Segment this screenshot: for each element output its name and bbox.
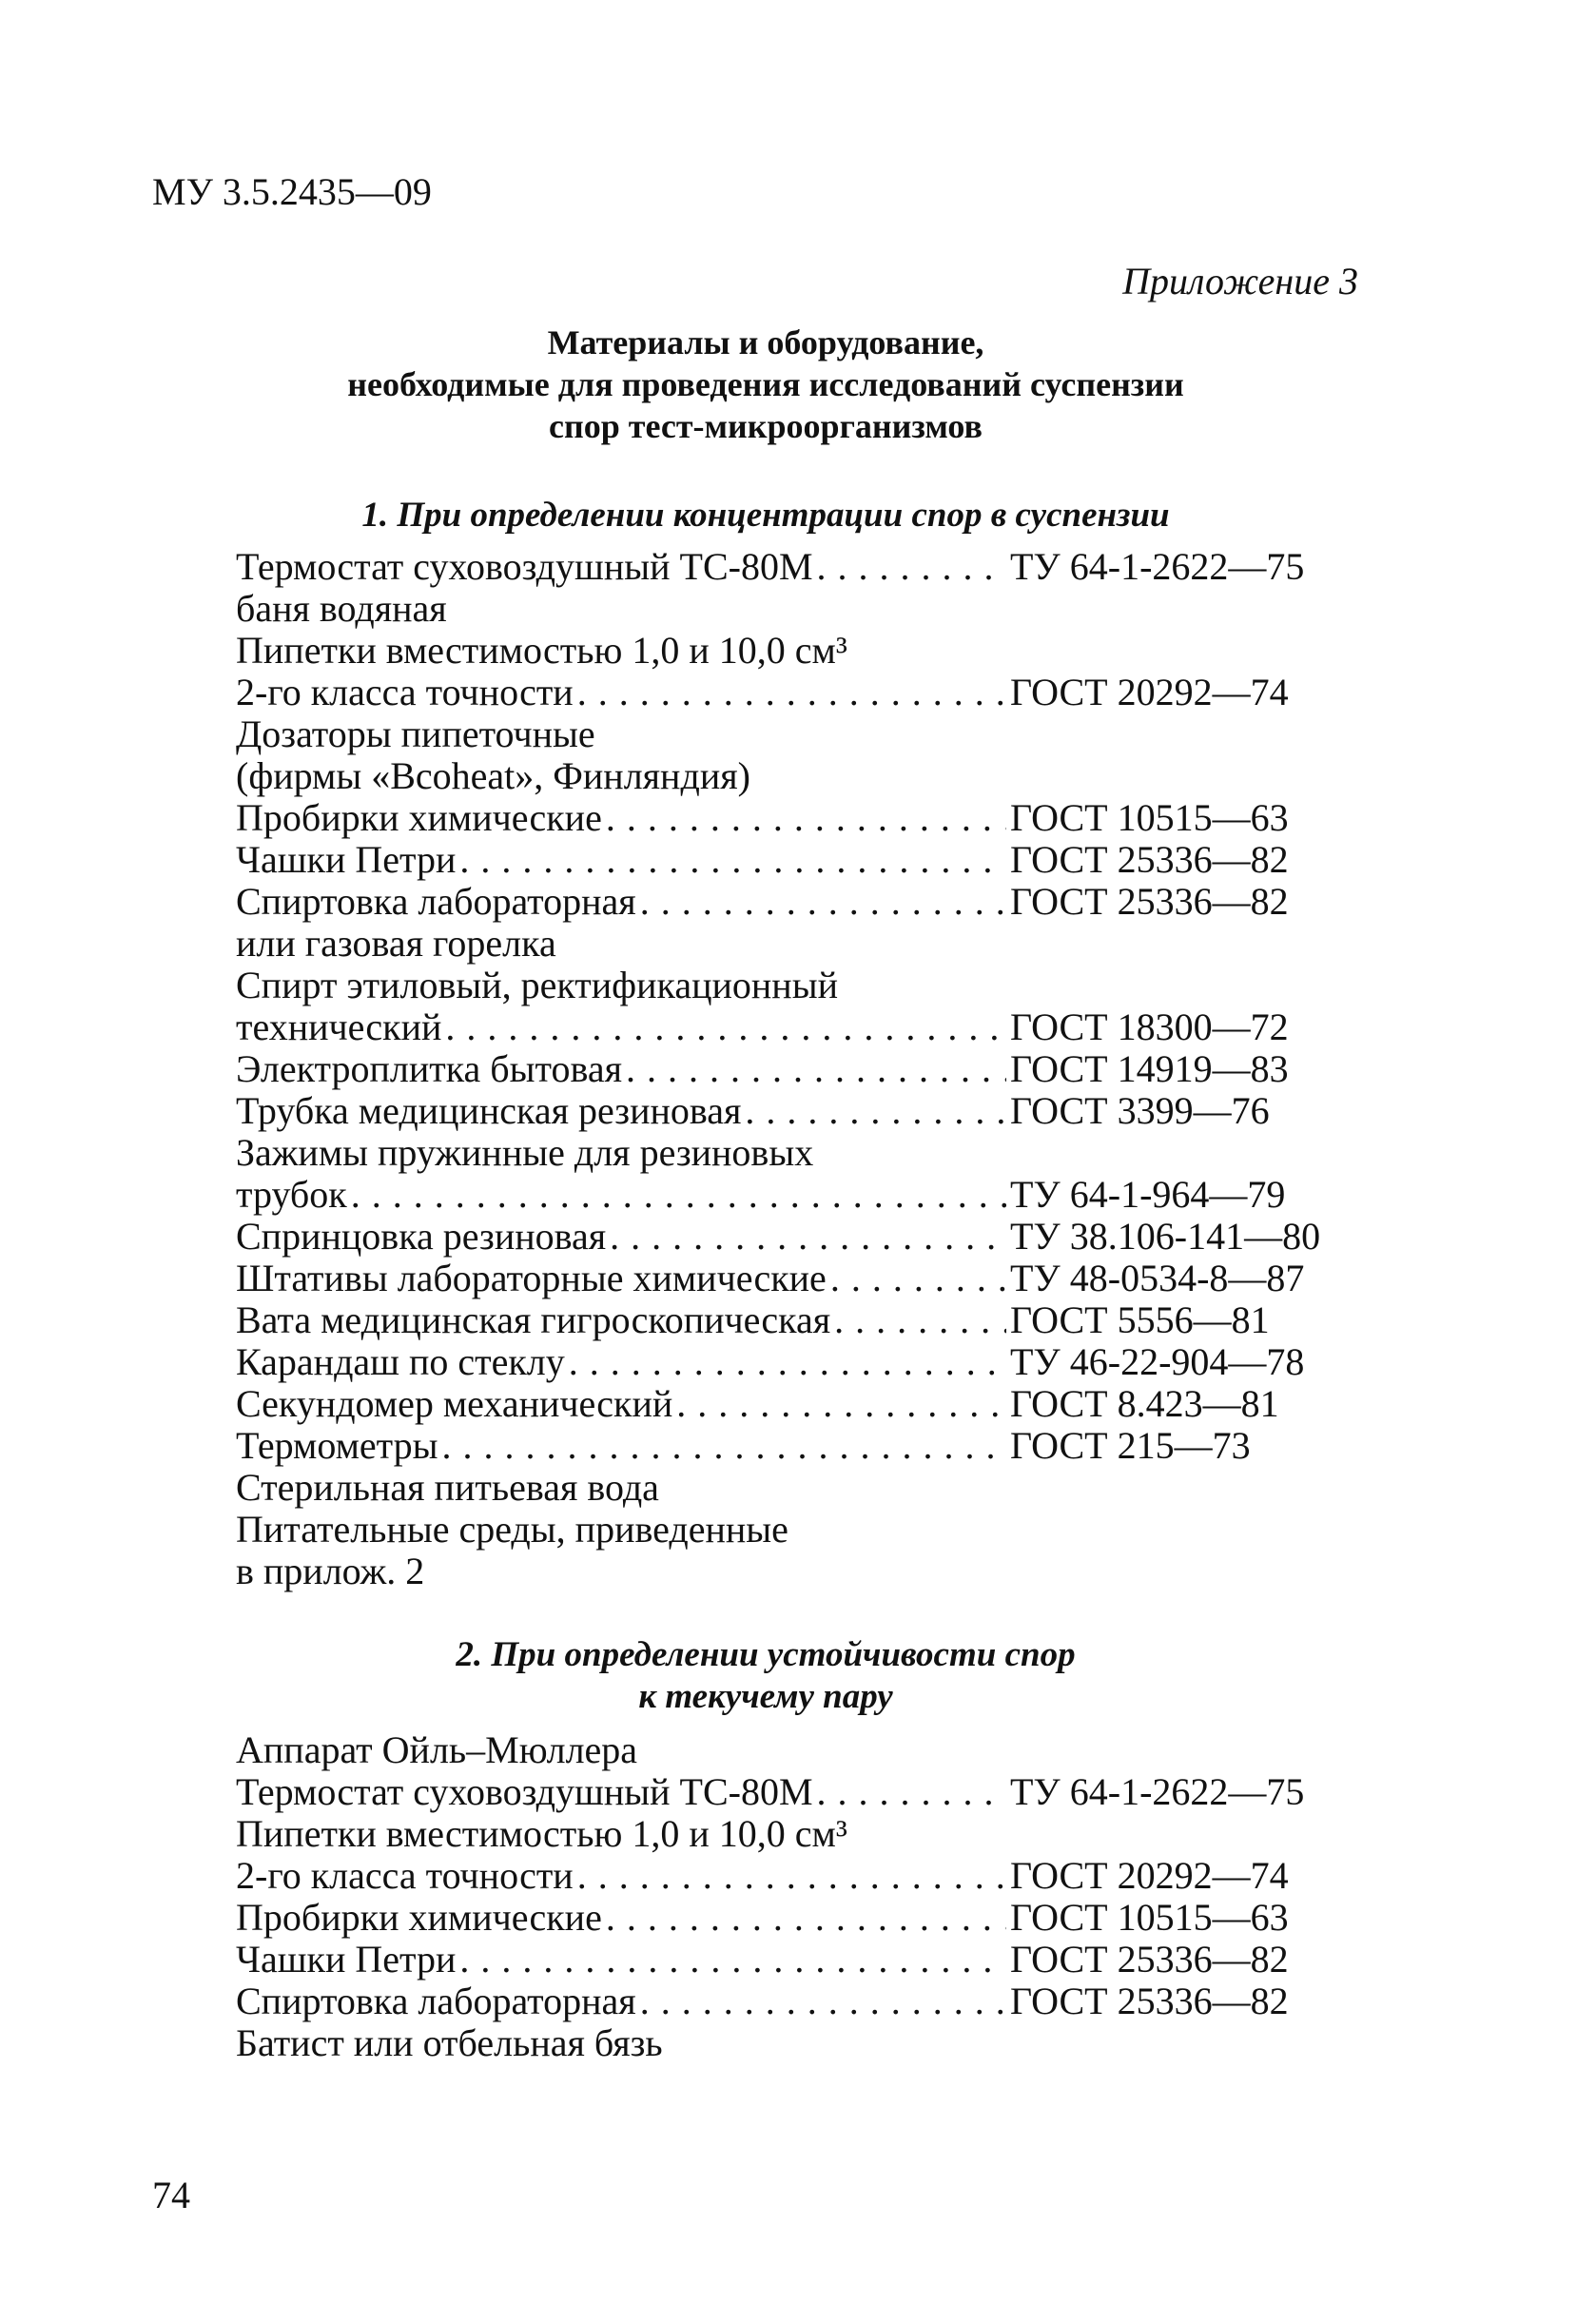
list-item — [236, 2022, 1339, 2064]
item-name: Термометры — [236, 1424, 438, 1467]
list-item — [236, 797, 1339, 839]
item-name: Карандаш по стеклу — [236, 1340, 565, 1383]
leader-dots — [610, 1216, 1006, 1258]
list-item — [236, 1258, 1339, 1299]
item-standard: ТУ 64-1-2622—75 — [1010, 1770, 1305, 1813]
item-name: Термостат суховоздушный ТС-80М — [236, 545, 813, 588]
list-item — [236, 881, 1339, 923]
list-item — [236, 1341, 1339, 1383]
leader-dots — [577, 1855, 1006, 1897]
item-name: 2-го класса точности — [236, 671, 574, 713]
list-item — [236, 1467, 1339, 1509]
leader-dots — [351, 1174, 1006, 1216]
section-2-heading-line: к текучему пару — [638, 1677, 893, 1716]
leader-dots — [442, 1425, 1006, 1467]
leader-dots — [445, 1006, 1006, 1048]
item-standard: ГОСТ 3399—76 — [1010, 1089, 1270, 1132]
item-name: Зажимы пружинные для резиновых — [236, 1131, 814, 1174]
item-name: Аппарат Ойль–Мюллера — [236, 1728, 638, 1771]
list-item — [236, 1551, 1339, 1592]
item-name: Пипетки вместимостью 1,0 и 10,0 см³ — [236, 629, 847, 672]
list-item — [236, 1383, 1339, 1425]
leader-dots — [830, 1258, 1006, 1299]
page-title — [0, 322, 1531, 447]
list-item — [236, 1939, 1339, 1981]
title-line: необходимые для проведения исследований суспензии — [347, 365, 1184, 403]
item-name: Спирт этиловый, ректификационный — [236, 964, 838, 1006]
item-name: Пробирки химические — [236, 796, 602, 839]
leader-dots — [459, 1939, 1006, 1981]
leader-dots — [606, 797, 1006, 839]
list-item — [236, 1729, 1339, 1771]
item-standard: ГОСТ 25336—82 — [1010, 838, 1289, 881]
item-standard: ГОСТ 25336—82 — [1010, 1938, 1289, 1981]
page-number: 74 — [152, 2174, 190, 2216]
item-name: Пипетки вместимостью 1,0 и 10,0 см³ — [236, 1812, 847, 1855]
item-name: Спринцовка резиновая — [236, 1215, 607, 1258]
list-item — [236, 630, 1339, 672]
title-line: спор тест-микроорганизмов — [549, 407, 983, 445]
item-standard: ТУ 46-22-904—78 — [1010, 1340, 1305, 1383]
item-name: трубок — [236, 1173, 347, 1216]
section-1-heading: 1. При определении концентрации спор в суспензии — [361, 496, 1170, 535]
item-standard: ТУ 64-1-964—79 — [1010, 1173, 1286, 1216]
item-name: Вата медицинская гигроскопическая — [236, 1298, 831, 1341]
item-name: Штативы лабораторные химические — [236, 1257, 827, 1299]
item-name: Спиртовка лабораторная — [236, 880, 636, 923]
item-name: Питательные среды, приведенные — [236, 1508, 788, 1551]
title-line: Материалы и оборудование, — [547, 323, 984, 361]
item-name: Чашки Петри — [236, 838, 457, 881]
item-name: Пробирки химические — [236, 1896, 602, 1939]
list-item — [236, 923, 1339, 965]
item-standard: ГОСТ 20292—74 — [1010, 1854, 1289, 1897]
item-standard: ГОСТ 18300—72 — [1010, 1005, 1289, 1048]
item-name: Стерильная питьевая вода — [236, 1466, 659, 1509]
list-item — [236, 1509, 1339, 1551]
item-standard: ГОСТ 20292—74 — [1010, 671, 1289, 713]
item-name: Батист или отбельная бязь — [236, 2021, 663, 2064]
leader-dots — [569, 1341, 1006, 1383]
leader-dots — [606, 1897, 1006, 1939]
item-standard: ГОСТ 10515—63 — [1010, 1896, 1289, 1939]
leader-dots — [834, 1299, 1006, 1341]
list-item — [236, 839, 1339, 881]
section-1-list — [236, 546, 1339, 1592]
item-name: Термостат суховоздушный ТС-80М — [236, 1770, 813, 1813]
list-item — [236, 1006, 1339, 1048]
item-name: (фирмы «Bcoheat», Финляндия) — [236, 754, 750, 797]
leader-dots — [626, 1048, 1006, 1090]
item-name: или газовая горелка — [236, 922, 556, 965]
document-code: МУ 3.5.2435—09 — [152, 170, 432, 213]
item-name: 2-го класса точности — [236, 1854, 574, 1897]
leader-dots — [577, 672, 1006, 713]
list-item — [236, 1132, 1339, 1174]
item-name: технический — [236, 1005, 442, 1048]
item-name: Трубка медицинская резиновая — [236, 1089, 742, 1132]
leader-dots — [817, 546, 1006, 588]
leader-dots — [817, 1771, 1006, 1813]
leader-dots — [640, 1981, 1006, 2022]
appendix-label: Приложение 3 — [1122, 260, 1358, 303]
list-item — [236, 1771, 1339, 1813]
list-item — [236, 965, 1339, 1006]
section-2-heading — [0, 1634, 1531, 1718]
item-standard: ГОСТ 25336—82 — [1010, 880, 1289, 923]
list-item — [236, 1299, 1339, 1341]
item-name: Секундомер механический — [236, 1382, 673, 1425]
list-item — [236, 1216, 1339, 1258]
list-item — [236, 1981, 1339, 2022]
list-item — [236, 755, 1339, 797]
section-2-list — [236, 1729, 1339, 2064]
list-item — [236, 1174, 1339, 1216]
item-standard: ГОСТ 25336—82 — [1010, 1980, 1289, 2022]
item-standard: ГОСТ 5556—81 — [1010, 1298, 1270, 1341]
item-name: в прилож. 2 — [236, 1550, 425, 1592]
list-item — [236, 588, 1339, 630]
list-item — [236, 1090, 1339, 1132]
list-item — [236, 672, 1339, 713]
item-standard: ГОСТ 10515—63 — [1010, 796, 1289, 839]
list-item — [236, 1425, 1339, 1467]
leader-dots — [640, 881, 1006, 923]
item-name: Спиртовка лабораторная — [236, 1980, 636, 2022]
leader-dots — [676, 1383, 1006, 1425]
list-item — [236, 546, 1339, 588]
leader-dots — [459, 839, 1006, 881]
item-standard: ТУ 48-0534-8—87 — [1010, 1257, 1305, 1299]
item-name: баня водяная — [236, 587, 447, 630]
list-item — [236, 1897, 1339, 1939]
leader-dots — [745, 1090, 1006, 1132]
item-standard: ТУ 38.106-141—80 — [1010, 1215, 1321, 1258]
section-2-heading-line: 2. При определении устойчивости спор — [456, 1635, 1076, 1674]
item-standard: ГОСТ 8.423—81 — [1010, 1382, 1279, 1425]
list-item — [236, 1855, 1339, 1897]
list-item — [236, 1813, 1339, 1855]
item-name: Дозаторы пипеточные — [236, 712, 595, 755]
item-standard: ТУ 64-1-2622—75 — [1010, 545, 1305, 588]
list-item — [236, 713, 1339, 755]
list-item — [236, 1048, 1339, 1090]
item-standard: ГОСТ 215—73 — [1010, 1424, 1251, 1467]
item-name: Чашки Петри — [236, 1938, 457, 1981]
item-name: Электроплитка бытовая — [236, 1047, 622, 1090]
item-standard: ГОСТ 14919—83 — [1010, 1047, 1289, 1090]
